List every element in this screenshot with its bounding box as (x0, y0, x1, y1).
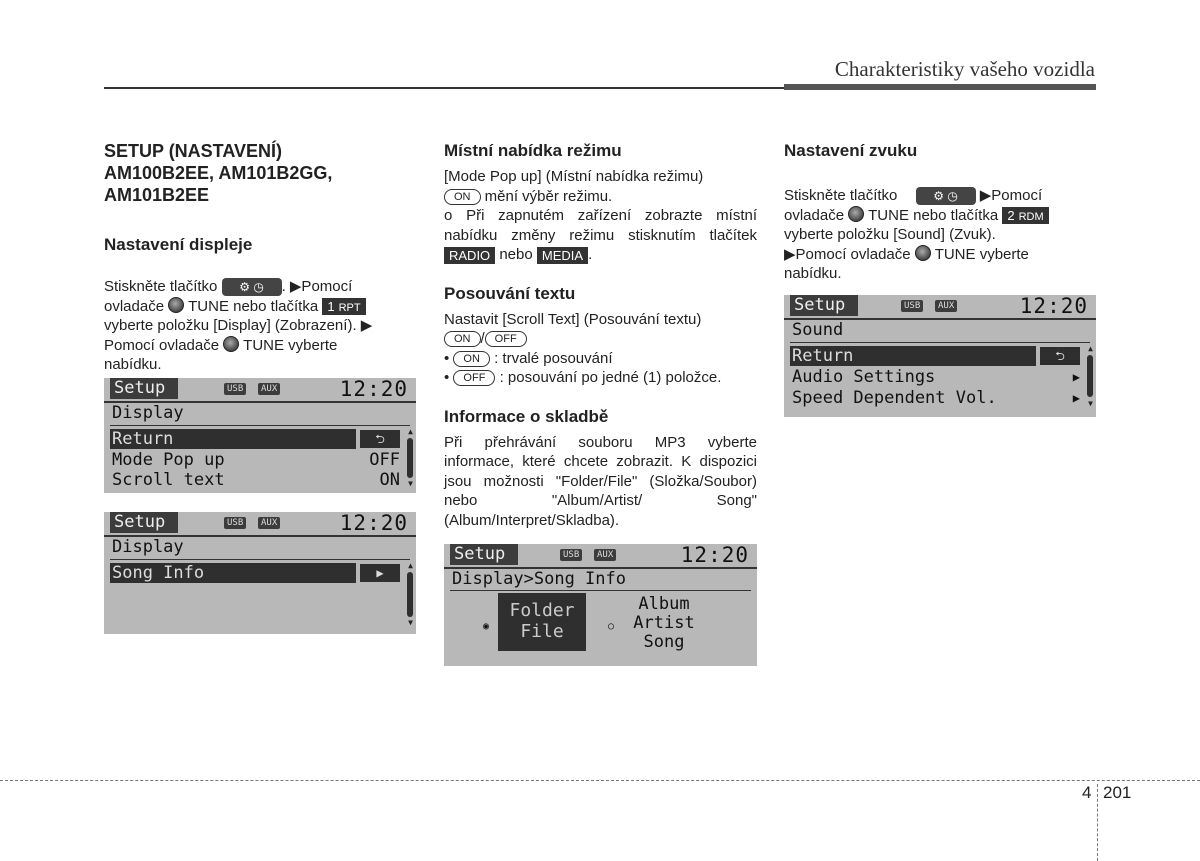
knob-icon (915, 245, 931, 261)
usb-badge: USB (560, 549, 582, 561)
screen-title: Setup (790, 295, 858, 316)
page-number: 201 (1103, 783, 1132, 802)
scroll-up-icon: ▲ (408, 427, 413, 436)
scroll-down-icon: ▼ (408, 479, 413, 488)
clock: 12:20 (1019, 294, 1088, 318)
display-screen-2 (104, 512, 416, 634)
media-key-icon: MEDIA (537, 247, 588, 264)
header-rule-thick (784, 84, 1096, 90)
scroll-up-icon: ▲ (1088, 344, 1093, 353)
screen-subtitle: Display (112, 537, 184, 557)
screen-subtitle: Sound (792, 320, 844, 340)
mode-popup-value: OFF (369, 450, 400, 470)
radio-key-icon: RADIO (444, 247, 495, 264)
menu-item-song-info[interactable]: Song Info (110, 563, 356, 583)
column-middle: Místní nabídka režimu [Mode Pop up] (Místní nabídka režimu) ON mění výběr režimu. o Při zapnutém zařízení zobrazte místní nabídku změny režimu stisknutím tlačítek RADIO nebo MEDIA . Posouvání textu Nastavit [Scroll Text] (Posouvání textu) ON / OFF • ON : trvalé posouvání • OFF : posouvání po jedné (1) položce. Informace o skladbě Při přehrávání souboru MP3 vyberte informace, které chcete zobrazit. K dispozici jsou možnosti "Folder/File" (Složka/Soubor) nebo "Album/Artist/ Song" (Album/Interpret/Skladba). (444, 141, 757, 529)
scroll-down-icon: ▼ (408, 618, 413, 627)
setup-heading: SETUP (NASTAVENÍ) AM100B2EE, AM101B2GG, AM101B2EE (104, 141, 333, 205)
screen-subtitle: Display (112, 403, 184, 423)
usb-badge: USB (224, 383, 246, 395)
preset-key-icon: 1 RPT (322, 298, 365, 315)
off-key-icon: OFF (485, 331, 527, 347)
arrow-right-icon[interactable]: ▶ (360, 564, 400, 582)
screen-title: Setup (110, 378, 178, 399)
clock: 12:20 (680, 543, 749, 567)
scroll-text-heading: Posouvání textu (444, 283, 576, 303)
aux-badge: AUX (594, 549, 616, 561)
running-header: Charakteristiky vašeho vozidla (834, 57, 1095, 81)
aux-badge: AUX (258, 517, 280, 529)
menu-item-speed-dependent-vol[interactable]: Speed Dependent Vol. (792, 388, 997, 408)
knob-icon (168, 297, 184, 313)
scrollbar[interactable] (407, 438, 413, 478)
mode-popup-heading: Místní nabídka režimu (444, 141, 622, 160)
option-folder-file[interactable]: Folder File (498, 593, 586, 651)
screen-title: Setup (450, 544, 518, 565)
arrow-right-icon: ▶ (1072, 391, 1080, 405)
option-album-artist-song[interactable]: Album Artist Song (633, 594, 695, 652)
clock: 12:20 (339, 511, 408, 535)
sound-settings-heading: Nastavení zvuku (784, 141, 918, 160)
on-key-icon: ON (453, 351, 490, 367)
radio-unselected-icon[interactable]: ○ (608, 621, 615, 632)
preset-key-icon: 2 RDM (1002, 207, 1048, 224)
column-left (104, 140, 416, 375)
aux-badge: AUX (935, 300, 957, 312)
arrow-right-icon: ▶ (1072, 370, 1080, 384)
screen-subtitle: Display>Song Info (452, 569, 626, 589)
on-key-icon: ON (444, 189, 481, 205)
menu-item-return[interactable]: Return (790, 346, 1036, 366)
usb-badge: USB (901, 300, 923, 312)
display-screen-1 (104, 378, 416, 493)
display-screen-3 (444, 544, 757, 666)
screen-title: Setup (110, 512, 178, 533)
radio-selected-icon[interactable]: ◉ (483, 621, 490, 632)
knob-icon (848, 206, 864, 222)
return-icon[interactable]: ⮌ (1040, 347, 1080, 365)
menu-item-mode-popup[interactable]: Mode Pop up (112, 450, 225, 470)
column-right: Nastavení zvuku Stiskněte tlačítko ⚙ ◷ ▶Pomocí ovladače TUNE nebo tlačítka 2 RDM vyberte položku [Sound] (Zvuk). ▶Pomocí ovladače TUNE vyberte nabídku. (784, 140, 1096, 284)
menu-item-audio-settings[interactable]: Audio Settings (792, 367, 936, 387)
menu-item-scroll-text[interactable]: Scroll text (112, 470, 225, 490)
display-screen-4 (784, 295, 1096, 417)
display-settings-text: Stiskněte tlačítko ⚙ ◷ . ▶Pomocí ovladače TUNE nebo tlačítka 1 RPT vyberte položku [Display] (Zobrazení). ▶ Pomocí ovladače TUNE vyberte nabídku. (104, 278, 373, 373)
display-settings-heading: Nastavení displeje (104, 235, 253, 254)
header-rule (104, 87, 784, 89)
gear-clock-icon: ⚙ ◷ (222, 278, 282, 296)
clock: 12:20 (339, 377, 408, 401)
footer-divider (1097, 784, 1098, 861)
scrollbar[interactable] (1087, 355, 1093, 397)
footer-rule (0, 780, 1200, 781)
usb-badge: USB (224, 517, 246, 529)
gear-clock-icon: ⚙ ◷ (916, 187, 976, 205)
menu-item-return[interactable]: Return (110, 429, 356, 449)
scroll-text-value: ON (379, 470, 400, 490)
knob-icon (223, 336, 239, 352)
aux-badge: AUX (258, 383, 280, 395)
on-key-icon: ON (444, 331, 481, 347)
song-info-heading: Informace o skladbě (444, 406, 609, 426)
return-icon[interactable]: ⮌ (360, 430, 400, 448)
chapter-number: 4 (1082, 783, 1092, 802)
scroll-down-icon: ▼ (1088, 399, 1093, 408)
scroll-up-icon: ▲ (408, 561, 413, 570)
scrollbar[interactable] (407, 572, 413, 617)
off-key-icon: OFF (453, 370, 495, 386)
